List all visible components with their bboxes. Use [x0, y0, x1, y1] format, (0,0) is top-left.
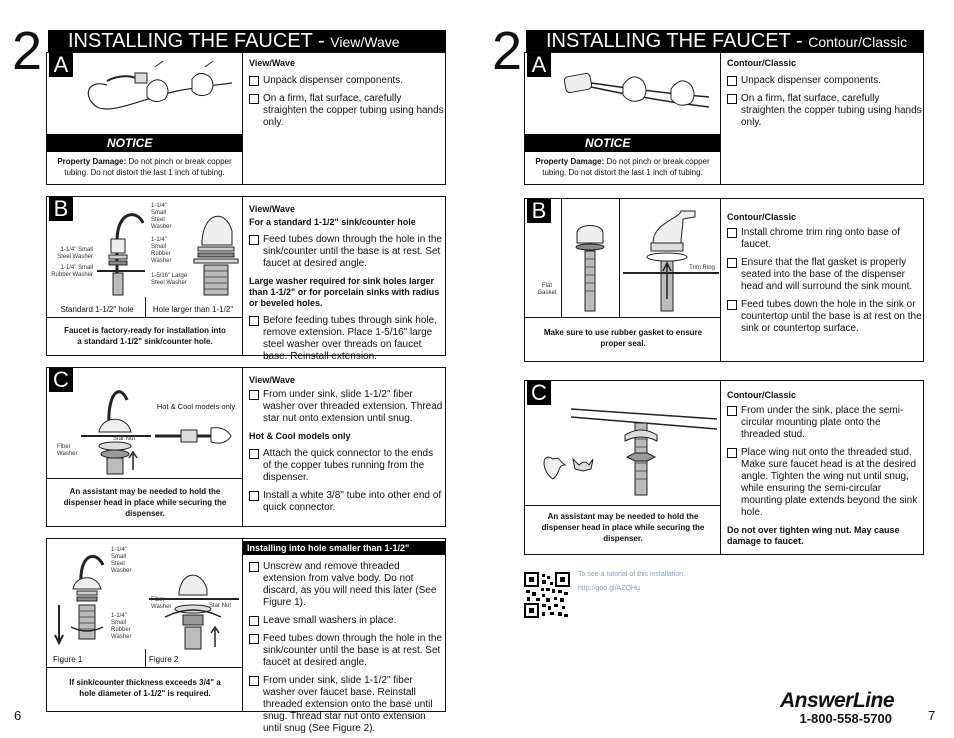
checklist-item[interactable]: From under sink, slide 1-1/2" fiber washer over faucet base. Reinstall threaded extension onto the base until snug. Thread star nut onto extension until snug (See Figure 2). — [249, 675, 444, 735]
right-title-bar — [526, 30, 924, 52]
checklist-item[interactable]: Install chrome trim ring onto base of faucet. — [727, 227, 922, 251]
label-small-steel: 1-1/4" Small Steel Washer — [151, 203, 172, 230]
left-section-c-letter: C — [49, 368, 73, 392]
left-c-footer: An assistant may be needed to hold the dispenser head in place while securing the dispenser. — [63, 487, 227, 518]
left-b-sub2: Large washer required for sink holes larger than 1-1/2" or for porcelain sinks with radius or beveled holes. — [249, 276, 440, 308]
caption-larger-hole: Hole larger than 1-1/2" — [152, 305, 234, 314]
right-section-b-letter: B — [527, 199, 551, 223]
right-notice-text: Property Damage: Do not pinch or break copper tubing. Do not distort the last 1 inch of tubing. — [535, 157, 710, 177]
left-c-sub: Hot & Cool models only — [249, 431, 351, 441]
checklist-item[interactable]: Place wing nut onto the threaded stud. Make sure faucet head is at the desired angle. Tighten the wing nut until snug, while ensuring the semi-circular mounting plate extends beyond the sink hole. — [727, 447, 922, 519]
right-c-warning: Do not over tighten wing nut. May cause damage to faucet. — [727, 525, 900, 546]
label-flat-gasket: Flat Gasket — [537, 283, 557, 296]
checklist-item[interactable]: Feed tubes down through the hole in the sink/counter until the base is at rest. Set faucet at desired angle. — [249, 234, 444, 270]
left-title: INSTALLING THE FAUCET - — [68, 30, 331, 52]
checkbox[interactable] — [727, 300, 737, 310]
checkbox[interactable] — [727, 76, 737, 86]
checklist-item[interactable]: From under sink, slide 1-1/2" fiber washer over threaded extension. Thread star nut onto extension until snug. — [249, 389, 444, 425]
checkbox[interactable] — [249, 634, 259, 644]
tutorial-label: To see a tutorial of this installation: — [578, 571, 686, 578]
label-star-nut: Star Nut — [113, 436, 136, 442]
quick-connector-illustration — [151, 414, 239, 454]
left-notice-bar: NOTICE — [47, 134, 242, 152]
label-d-small-steel: 1-1/4" Small Steel Washer — [111, 547, 132, 574]
checklist-item[interactable]: Unscrew and remove threaded extension from valve body. Do not discard, as you will need this later (See Figure 1). — [249, 561, 444, 609]
right-section-a — [524, 52, 924, 185]
left-section-c — [46, 367, 446, 527]
checkbox[interactable] — [249, 94, 259, 104]
checklist-item[interactable]: Before feeding tubes through sink hole, remove extension. Place 1-5/16" large steel washer over threads on faucet base. Reinstall extension. — [249, 315, 444, 363]
right-section-c — [524, 380, 924, 555]
left-b-sub1: For a standard 1-1/2" sink/counter hole — [249, 217, 416, 227]
checkbox[interactable] — [727, 448, 737, 458]
faucet-large-hole-illustration — [192, 201, 240, 299]
checkbox[interactable] — [249, 616, 259, 626]
left-title-bar — [48, 30, 446, 52]
right-a-heading: Contour/Classic — [727, 58, 797, 68]
left-subtitle: View/Wave — [330, 34, 400, 50]
right-notice-bar: NOTICE — [525, 134, 720, 152]
fiber-washer-illustration — [81, 380, 151, 476]
figure1-caption: Figure 1 — [53, 655, 83, 664]
faucet-standard-illustration — [97, 201, 147, 299]
checklist-item[interactable]: Unpack dispenser components. — [249, 75, 444, 87]
label-hot-cool: Hot & Cool models only — [156, 402, 236, 411]
right-title: INSTALLING THE FAUCET - — [546, 30, 809, 52]
left-d-bar: Installing into hole smaller than 1-1/2" — [243, 541, 445, 555]
left-a-heading: View/Wave — [249, 58, 296, 68]
left-section-a — [46, 52, 446, 185]
checklist-item[interactable]: Leave small washers in place. — [249, 615, 444, 627]
right-c-footer: An assistant may be needed to hold the dispenser head in place while securing the dispenser. — [541, 512, 705, 543]
figure2-caption: Figure 2 — [149, 655, 179, 664]
contour-unpack-illustration — [559, 57, 717, 129]
checklist-item[interactable]: Feed tubes down through the hole in the sink/counter until the base is at rest. Set faucet at desired angle. — [249, 633, 444, 669]
checkbox[interactable] — [727, 406, 737, 416]
checkbox[interactable] — [249, 390, 259, 400]
right-subtitle: Contour/Classic — [808, 34, 908, 50]
checkbox[interactable] — [727, 258, 737, 268]
right-section-a-letter: A — [527, 53, 551, 77]
label-d-star: Star Nut — [209, 603, 232, 609]
right-c-heading: Contour/Classic — [727, 390, 797, 400]
brand-logo: AnswerLine — [780, 689, 895, 712]
wing-nut-illustration — [531, 395, 717, 503]
unpack-tubing-illustration — [77, 57, 237, 129]
qr-code-icon[interactable] — [524, 572, 570, 618]
label-trim-ring: Trim Ring — [689, 265, 715, 271]
trim-ring-illustration — [623, 203, 719, 313]
left-section-b — [46, 196, 446, 362]
tutorial-link[interactable]: http://goo.gl/AZOHu — [578, 585, 640, 592]
checkbox[interactable] — [727, 94, 737, 104]
checklist-item[interactable]: From under the sink, place the semi-circular mounting plate onto the threaded stud. — [727, 405, 922, 441]
label-rubber-washer: 1-1/4" Small Rubber Washer — [51, 265, 93, 278]
checkbox[interactable] — [249, 316, 259, 326]
checkbox[interactable] — [249, 676, 259, 686]
label-large-steel: 1-5/16" Large Steel Washer — [151, 273, 188, 286]
left-c-heading: View/Wave — [249, 375, 296, 385]
checkbox[interactable] — [249, 491, 259, 501]
label-steel-washer: 1-1/4" Small Steel Washer — [57, 247, 93, 260]
checkbox[interactable] — [249, 235, 259, 245]
checklist-item[interactable]: Unpack dispenser components. — [727, 75, 922, 87]
label-fiber-washer: Fiber Washer — [57, 444, 78, 457]
checklist-item[interactable]: Feed tubes down the hole in the sink or countertop until the base is at rest on the sink or countertop surface. — [727, 299, 922, 335]
left-page-number: 6 — [14, 708, 22, 723]
right-section-c-letter: C — [527, 381, 551, 405]
checklist-item[interactable]: On a firm, flat surface, carefully straighten the copper tubing using hands only. — [249, 93, 444, 129]
checkbox[interactable] — [249, 562, 259, 572]
left-step-number: 2 — [12, 21, 43, 81]
left-section-a-letter: A — [49, 53, 73, 77]
left-d-footer: If sink/counter thickness exceeds 3/4" a hole diameter of 1-1/2" is required. — [69, 678, 221, 698]
right-step-number: 2 — [492, 21, 523, 81]
left-b-heading: View/Wave — [249, 204, 296, 214]
right-section-b — [524, 198, 924, 362]
label-d-fiber: Fiber Washer — [151, 597, 172, 610]
left-notice-text: Property Damage: Do not pinch or break copper tubing. Do not distort the last 1 inch of tubing. — [57, 157, 232, 177]
brand-phone: 1-800-558-5700 — [799, 711, 892, 726]
right-page-number: 7 — [928, 708, 936, 723]
flat-gasket-illustration — [563, 203, 617, 313]
checklist-item[interactable]: On a firm, flat surface, carefully straighten the copper tubing using hands only. — [727, 93, 922, 129]
checkbox[interactable] — [249, 76, 259, 86]
label-d-small-rubber: 1-1/4" Small Rubber Washer — [111, 613, 132, 640]
caption-standard-hole: Standard 1-1/2" hole — [60, 305, 134, 314]
label-small-rubber: 1-1/4" Small Rubber Washer — [151, 237, 172, 264]
checklist-item[interactable]: Ensure that the flat gasket is properly seated into the base of the dispenser head and will surround the sink mount. — [727, 257, 922, 293]
right-b-footer: Make sure to use rubber gasket to ensure proper seal. — [543, 328, 703, 348]
checklist-item[interactable]: Attach the quick connector to the ends of the copper tubes running from the dispenser. — [249, 448, 444, 484]
left-section-d — [46, 538, 446, 734]
checkbox[interactable] — [249, 449, 259, 459]
checkbox[interactable] — [727, 228, 737, 238]
right-b-heading: Contour/Classic — [727, 212, 797, 222]
left-b-footer: Faucet is factory-ready for installation into a standard 1-1/2" sink/counter hole. — [64, 326, 226, 346]
left-section-b-letter: B — [49, 197, 73, 221]
checklist-item[interactable]: Install a white 3/8" tube into other end of quick connector. — [249, 490, 444, 514]
